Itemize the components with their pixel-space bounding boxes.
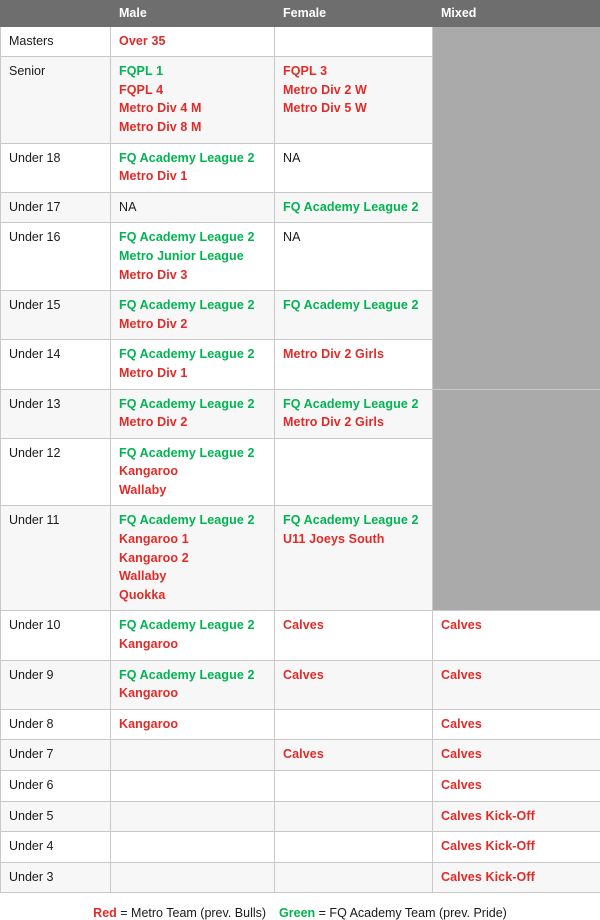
competition-entry: FQ Academy League 2 [119, 149, 266, 168]
female-competitions-cell [275, 26, 433, 57]
header-cell-mixed: Mixed [433, 1, 600, 27]
competition-entry: Metro Div 8 M [119, 118, 266, 137]
age-group-cell: Under 8 [1, 709, 111, 740]
competition-entry: Metro Div 4 M [119, 99, 266, 118]
competition-entry: Calves [283, 616, 424, 635]
male-competitions-cell [111, 340, 275, 389]
mixed-competitions-cell [433, 801, 600, 832]
competition-entry: FQ Academy League 2 [119, 395, 266, 414]
male-competitions-cell [111, 709, 275, 740]
age-group-cell: Under 13 [1, 389, 111, 438]
competition-entry: FQ Academy League 2 [119, 296, 266, 315]
competition-entry: Metro Div 5 W [283, 99, 424, 118]
age-group-cell: Under 10 [1, 611, 111, 660]
legend-red-group [93, 906, 266, 920]
competition-entry: Kangaroo [119, 715, 266, 734]
table-row [1, 771, 600, 802]
competition-entry: Calves [283, 666, 424, 685]
legend-red-description: = Metro Team (prev. Bulls) [117, 906, 266, 920]
competition-entry: Metro Div 2 Girls [283, 345, 424, 364]
age-group-cell: Under 5 [1, 801, 111, 832]
competition-entry: NA [283, 228, 424, 247]
male-competitions-cell [111, 832, 275, 863]
competition-entry: Calves [283, 745, 424, 764]
age-group-cell: Under 16 [1, 223, 111, 291]
male-competitions-cell [111, 389, 275, 438]
female-competitions-cell [275, 389, 433, 438]
competition-entry: FQ Academy League 2 [119, 511, 266, 530]
female-competitions-cell [275, 57, 433, 143]
age-group-cell: Under 15 [1, 291, 111, 340]
table-row [1, 389, 600, 438]
table-row [1, 862, 600, 893]
mixed-unavailable-block [433, 26, 600, 389]
table-row [1, 740, 600, 771]
competition-entry: Metro Div 1 [119, 364, 266, 383]
male-competitions-cell [111, 740, 275, 771]
competition-entry: Metro Div 2 [119, 413, 266, 432]
competition-entry: FQ Academy League 2 [119, 345, 266, 364]
legend-green-description: = FQ Academy Team (prev. Pride) [315, 906, 507, 920]
competition-entry: Kangaroo 2 [119, 549, 266, 568]
header-cell-male: Male [111, 1, 275, 27]
female-competitions-cell [275, 611, 433, 660]
competition-entry: Metro Junior League [119, 247, 266, 266]
legend-green-label: Green [279, 906, 315, 920]
competition-entry: Metro Div 2 Girls [283, 413, 424, 432]
competition-entry: FQ Academy League 2 [119, 444, 266, 463]
mixed-competitions-cell [433, 862, 600, 893]
competition-entry: FQ Academy League 2 [283, 198, 424, 217]
female-competitions-cell [275, 709, 433, 740]
female-competitions-cell [275, 832, 433, 863]
mixed-competitions-cell [433, 832, 600, 863]
competition-entry: NA [119, 198, 266, 217]
age-group-cell: Under 9 [1, 660, 111, 709]
table-row [1, 801, 600, 832]
table-body [1, 26, 600, 893]
competition-entry: FQPL 4 [119, 81, 266, 100]
age-group-cell: Under 14 [1, 340, 111, 389]
age-group-cell: Under 17 [1, 192, 111, 223]
mixed-competitions-cell [433, 771, 600, 802]
male-competitions-cell [111, 611, 275, 660]
competition-entry: FQ Academy League 2 [283, 511, 424, 530]
mixed-competitions-cell [433, 611, 600, 660]
female-competitions-cell [275, 192, 433, 223]
male-competitions-cell [111, 192, 275, 223]
age-group-cell: Under 12 [1, 438, 111, 506]
competition-entry: FQ Academy League 2 [283, 296, 424, 315]
male-competitions-cell [111, 438, 275, 506]
female-competitions-cell [275, 506, 433, 611]
female-competitions-cell [275, 438, 433, 506]
competition-entry: Calves [441, 666, 592, 685]
female-competitions-cell [275, 223, 433, 291]
competition-entry: Metro Div 2 [119, 315, 266, 334]
competition-entry: Wallaby [119, 481, 266, 500]
age-group-cell: Under 4 [1, 832, 111, 863]
competition-entry: U11 Joeys South [283, 530, 424, 549]
competition-entry: Calves Kick-Off [441, 807, 592, 826]
header-cell-female: Female [275, 1, 433, 27]
competition-entry: Calves Kick-Off [441, 868, 592, 887]
male-competitions-cell [111, 660, 275, 709]
competition-entry: Metro Div 1 [119, 167, 266, 186]
mixed-competitions-cell [433, 709, 600, 740]
legend [0, 893, 600, 920]
age-group-cell: Senior [1, 57, 111, 143]
female-competitions-cell [275, 740, 433, 771]
table-row [1, 709, 600, 740]
competition-entry: Metro Div 2 W [283, 81, 424, 100]
competition-entry: Metro Div 3 [119, 266, 266, 285]
male-competitions-cell [111, 143, 275, 192]
competition-entry: Calves [441, 715, 592, 734]
competition-entry: FQ Academy League 2 [283, 395, 424, 414]
competition-entry: Calves Kick-Off [441, 837, 592, 856]
table-row [1, 832, 600, 863]
female-competitions-cell [275, 801, 433, 832]
table-row [1, 660, 600, 709]
age-group-cell: Under 3 [1, 862, 111, 893]
female-competitions-cell [275, 340, 433, 389]
competition-entry: Calves [441, 616, 592, 635]
age-group-cell: Masters [1, 26, 111, 57]
female-competitions-cell [275, 660, 433, 709]
age-group-cell: Under 18 [1, 143, 111, 192]
competition-entry: Calves [441, 745, 592, 764]
competition-entry: NA [283, 149, 424, 168]
competition-entry: Over 35 [119, 32, 266, 51]
male-competitions-cell [111, 57, 275, 143]
female-competitions-cell [275, 143, 433, 192]
mixed-competitions-cell [433, 740, 600, 771]
competition-entry: Quokka [119, 586, 266, 605]
female-competitions-cell [275, 291, 433, 340]
mixed-unavailable-block [433, 389, 600, 611]
header-cell-corner [1, 1, 111, 27]
competition-entry: FQ Academy League 2 [119, 616, 266, 635]
legend-red-label: Red [93, 906, 117, 920]
competition-entry: FQ Academy League 2 [119, 228, 266, 247]
competition-entry: FQPL 1 [119, 62, 266, 81]
competition-entry: Calves [441, 776, 592, 795]
legend-green-group [279, 906, 507, 920]
male-competitions-cell [111, 223, 275, 291]
competition-entry: FQPL 3 [283, 62, 424, 81]
competition-entry: Kangaroo [119, 462, 266, 481]
mixed-competitions-cell [433, 660, 600, 709]
table-row [1, 26, 600, 57]
age-group-cell: Under 11 [1, 506, 111, 611]
competition-entry: Kangaroo 1 [119, 530, 266, 549]
male-competitions-cell [111, 771, 275, 802]
male-competitions-cell [111, 26, 275, 57]
male-competitions-cell [111, 801, 275, 832]
male-competitions-cell [111, 291, 275, 340]
competition-entry: Wallaby [119, 567, 266, 586]
age-group-cell: Under 7 [1, 740, 111, 771]
male-competitions-cell [111, 862, 275, 893]
competition-entry: Kangaroo [119, 635, 266, 654]
female-competitions-cell [275, 862, 433, 893]
age-group-cell: Under 6 [1, 771, 111, 802]
competition-entry: FQ Academy League 2 [119, 666, 266, 685]
female-competitions-cell [275, 771, 433, 802]
male-competitions-cell [111, 506, 275, 611]
table-row [1, 611, 600, 660]
header-row [1, 1, 600, 27]
table-header [1, 1, 600, 27]
competition-entry: Kangaroo [119, 684, 266, 703]
